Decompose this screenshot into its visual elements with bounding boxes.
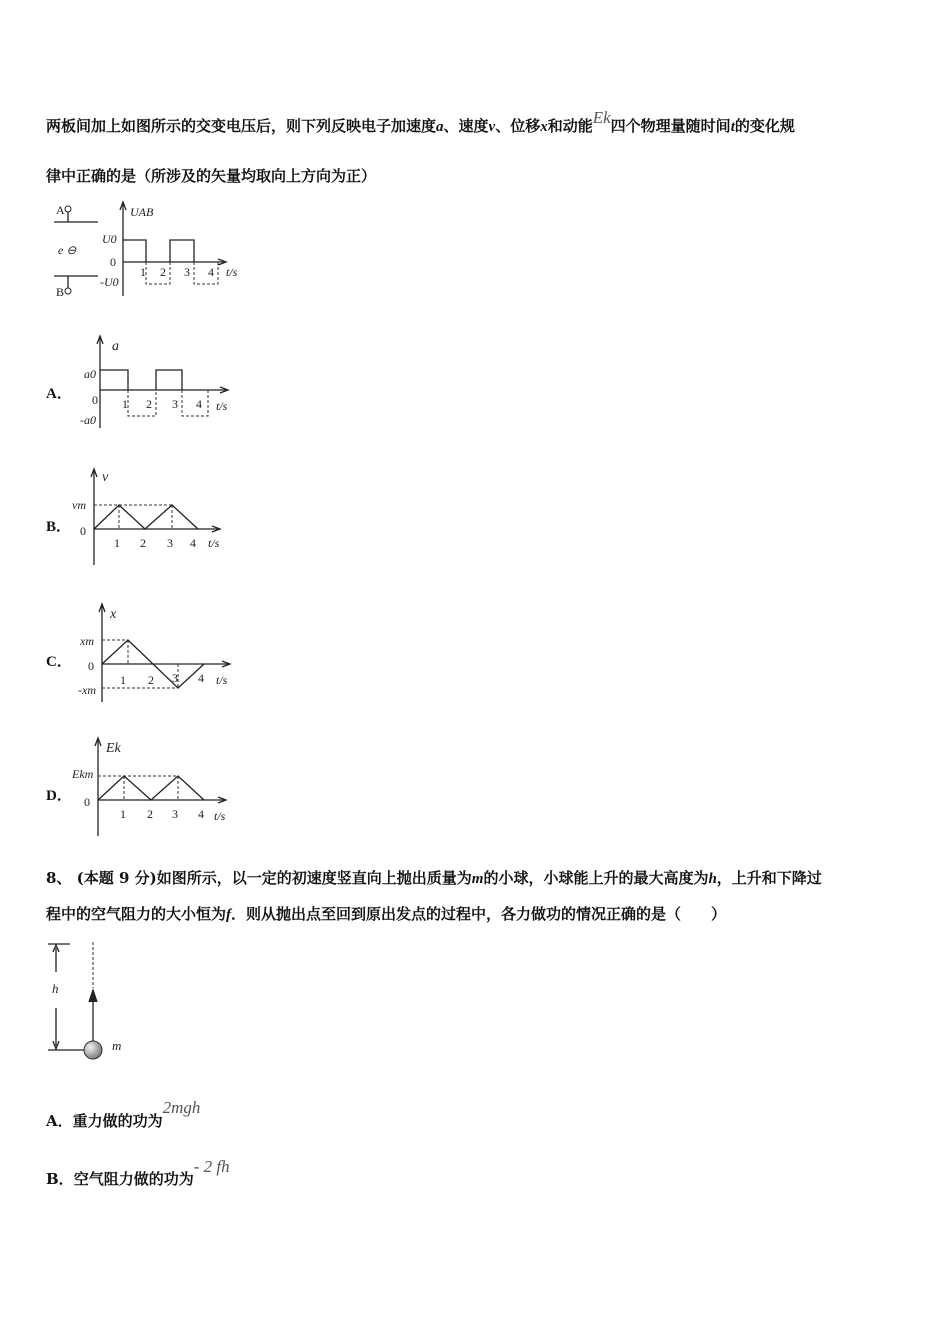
tick-1: 1 — [140, 265, 146, 279]
graph-c-y-label: x — [110, 607, 117, 622]
var-f: f — [226, 907, 232, 923]
var-x: x — [540, 119, 548, 135]
ball-figure — [40, 938, 150, 1068]
graph-a-tick-3: 3 — [172, 397, 178, 411]
graph-a-origin: 0 — [92, 393, 98, 407]
graph-c-neg-level: -xm — [78, 683, 96, 697]
u-axis-label: UAB — [130, 205, 154, 219]
height-label: h — [52, 981, 59, 996]
graph-a-tick-2: 2 — [146, 397, 152, 411]
graph-d-pos-level: Ekm — [72, 767, 94, 781]
q8-line-2: 程中的空气阻力的大小恒为f．则从抛出点至回到原出发点的过程中，各力做功的情况正确的是（ ） — [46, 905, 727, 923]
graph-c-tick-2: 2 — [148, 673, 154, 687]
option-c-label[interactable]: C． — [46, 654, 72, 670]
q7-line-1: 两板间加上如图所示的交变电压后，则下列反映电子加速度a、速度v、位移x和动能Ek四个物理量随时间t的变化规 — [46, 108, 795, 135]
graph-b-x-label: t/s — [208, 536, 220, 550]
mass-label: m — [112, 1038, 122, 1053]
graph-d-x-label: t/s — [214, 809, 226, 823]
graph-b-tick-4: 4 — [190, 536, 196, 550]
origin-label: 0 — [110, 255, 116, 269]
graph-c-tick-3: 3 — [172, 671, 178, 685]
q8-option-b[interactable]: B．空气阻力做的功为- 2 fh — [46, 1157, 230, 1188]
q8-line-1: 8、 (本题 9 分)如图所示，以一定的初速度竖直向上抛出质量为m的小球，小球能上升的最大高度为h，上升和下降过 — [46, 869, 822, 887]
graph-a-tick-1: 1 — [122, 397, 128, 411]
ek-symbol: Ek — [592, 108, 611, 127]
graph-d-origin: 0 — [84, 795, 90, 809]
var-t: t — [730, 119, 735, 135]
q8-option-a-expr: 2mgh — [162, 1098, 201, 1117]
graph-a-tick-4: 4 — [196, 397, 202, 411]
voltage-figure — [46, 196, 256, 306]
graph-c-origin: 0 — [88, 659, 94, 673]
u0-label: U0 — [102, 232, 117, 246]
graph-c-pos-level: xm — [80, 634, 94, 648]
graph-c-tick-1: 1 — [120, 673, 126, 687]
var-v: v — [488, 119, 496, 135]
tick-2: 2 — [160, 265, 166, 279]
tick-3: 3 — [184, 265, 190, 279]
graph-d-tick-1: 1 — [120, 807, 126, 821]
graph-a-neg-level: -a0 — [80, 413, 96, 427]
ball-icon — [84, 1041, 102, 1059]
graph-c-tick-4: 4 — [198, 671, 204, 685]
graph-b-y-label: v — [102, 470, 109, 485]
graph-b-tick-3: 3 — [167, 536, 173, 550]
graph-b-tick-1: 1 — [114, 536, 120, 550]
option-a-label[interactable]: A． — [46, 386, 72, 402]
plate-b-label: B — [56, 285, 65, 299]
graph-b-tick-2: 2 — [140, 536, 146, 550]
var-a: a — [436, 119, 444, 135]
graph-b-pos-level: vm — [72, 498, 86, 512]
q7-line-2: 律中正确的是（所涉及的矢量均取向上方向为正） — [46, 167, 377, 185]
graph-b-origin: 0 — [80, 524, 86, 538]
var-m: m — [471, 871, 484, 887]
q8-option-b-expr: - 2 fh — [193, 1157, 230, 1176]
option-d-label[interactable]: D． — [46, 788, 72, 804]
graph-c-x-label: t/s — [216, 673, 228, 687]
plate-a-label: A — [56, 203, 65, 217]
var-h: h — [708, 871, 717, 887]
electron-label: e ⊖ — [58, 243, 77, 257]
graph-a-pos-level: a0 — [84, 367, 96, 381]
q8-option-a[interactable]: A．重力做的功为2mgh — [46, 1098, 201, 1130]
graph-a-x-label: t/s — [216, 399, 228, 413]
graph-a — [78, 332, 248, 432]
graph-b — [72, 463, 242, 568]
option-b-label[interactable]: B． — [46, 519, 72, 535]
graph-d-y-label: Ek — [106, 741, 121, 756]
graph-d — [72, 732, 242, 837]
graph-d-tick-2: 2 — [147, 807, 153, 821]
neg-u0-label: -U0 — [100, 275, 119, 289]
graph-a-y-label: a — [112, 339, 119, 354]
t-axis-label: t/s — [226, 265, 238, 279]
graph-d-tick-3: 3 — [172, 807, 178, 821]
tick-4: 4 — [208, 265, 214, 279]
q8-score: (本题 9 分) — [76, 869, 157, 887]
graph-d-tick-4: 4 — [198, 807, 204, 821]
graph-c — [78, 600, 248, 705]
